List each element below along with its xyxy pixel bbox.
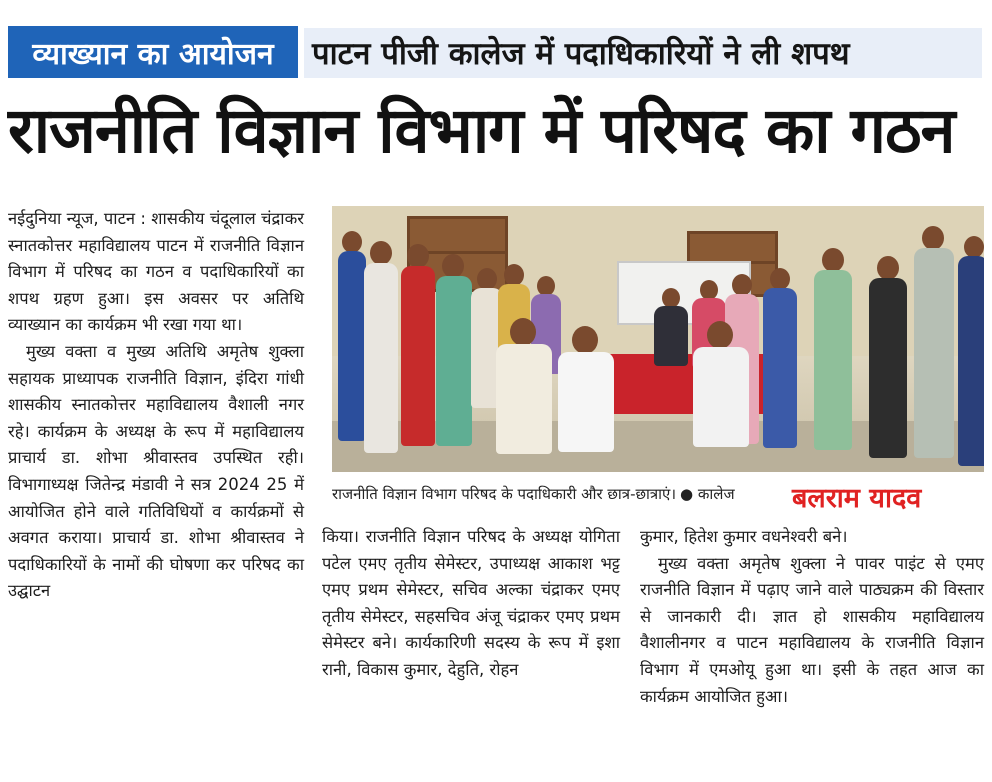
- photo-credit: ● कालेज: [680, 485, 735, 503]
- caption-text: राजनीति विज्ञान विभाग परिषद के पदाधिकारी और छात्र-छात्राएं।: [332, 485, 677, 503]
- reporter-byline: बलराम यादव: [792, 483, 922, 514]
- group-photo: [332, 206, 984, 472]
- article-column-1: [8, 206, 304, 605]
- article-paragraph: नईदुनिया न्यूज, पाटन : शासकीय चंदूलाल चंद्राकर स्नातकोत्तर महाविद्यालय पाटन में राजनीति विज्ञान विभाग में परिषद का गठन व पदाधिकारियों का शपथ ग्रहण हुआ। इस अवसर पर अतिथि व्याख्यान का कार्यक्रम भी रखा गया था।: [8, 209, 304, 335]
- article-paragraph: किया। राजनीति विज्ञान परिषद के अध्यक्ष योगिता पटेल एमए तृतीय सेमेस्टर, उपाध्यक्ष आकाश भट्ट एमए प्रथम सेमेस्टर, सचिव अल्का चंद्राकर एमए तृतीय सेमेस्टर, सहसचिव अंजू चंद्राकर एमए प्रथम सेमेस्टर बने। कार्यकारिणी सदस्य के रूप में इशा रानी, विकास कुमार, देहुति, रोहन: [322, 527, 620, 679]
- article-column-2: [322, 524, 620, 684]
- headline: राजनीति विज्ञान विभाग में परिषद का गठन: [8, 94, 955, 167]
- article-paragraph: मुख्य वक्ता अमृतेष शुक्ला ने पावर पाइंट से एमए राजनीति विज्ञान में पढ़ाए जाने वाले पाठ्यक्रम की विस्तार से जानकारी दी। ज्ञात हो शासकीय महाविद्यालय वैशालीनगर व पाटन महाविद्यालय के राजनीति विज्ञान विभाग में एमओयू हुआ था। इसी के तहत आज का कार्यक्रम आयोजित हुआ।: [640, 553, 984, 706]
- kicker-label: व्याख्यान का आयोजन: [8, 26, 298, 78]
- article-paragraph: कुमार, हितेश कुमार वधनेश्वरी बने।: [640, 527, 848, 546]
- subheadline: पाटन पीजी कालेज में पदाधिकारियों ने ली शपथ: [304, 28, 982, 78]
- article-column-3: [640, 524, 984, 710]
- article-paragraph: मुख्य वक्ता व मुख्य अतिथि अमृतेष शुक्ला सहायक प्राध्यापक राजनीति विज्ञान, इंदिरा गांधी शासकीय स्नातकोत्तर महाविद्यालय वैशाली नगर रहे। कार्यक्रम के अध्यक्ष के रूप में महाविद्यालय प्राचार्य डा. शोभा श्रीवास्तव उपस्थित रही। विभागाध्यक्ष जितेन्द्र मंडावी ने सत्र 2024 25 में आयोजित होने वाले गतिविधियों व कार्यक्रमों से अवगत कराया। प्राचार्य डा. शोभा श्रीवास्तव ने पदाधिकारियों के नामों की घोषणा कर परिषद का उद्घाटन: [8, 341, 304, 601]
